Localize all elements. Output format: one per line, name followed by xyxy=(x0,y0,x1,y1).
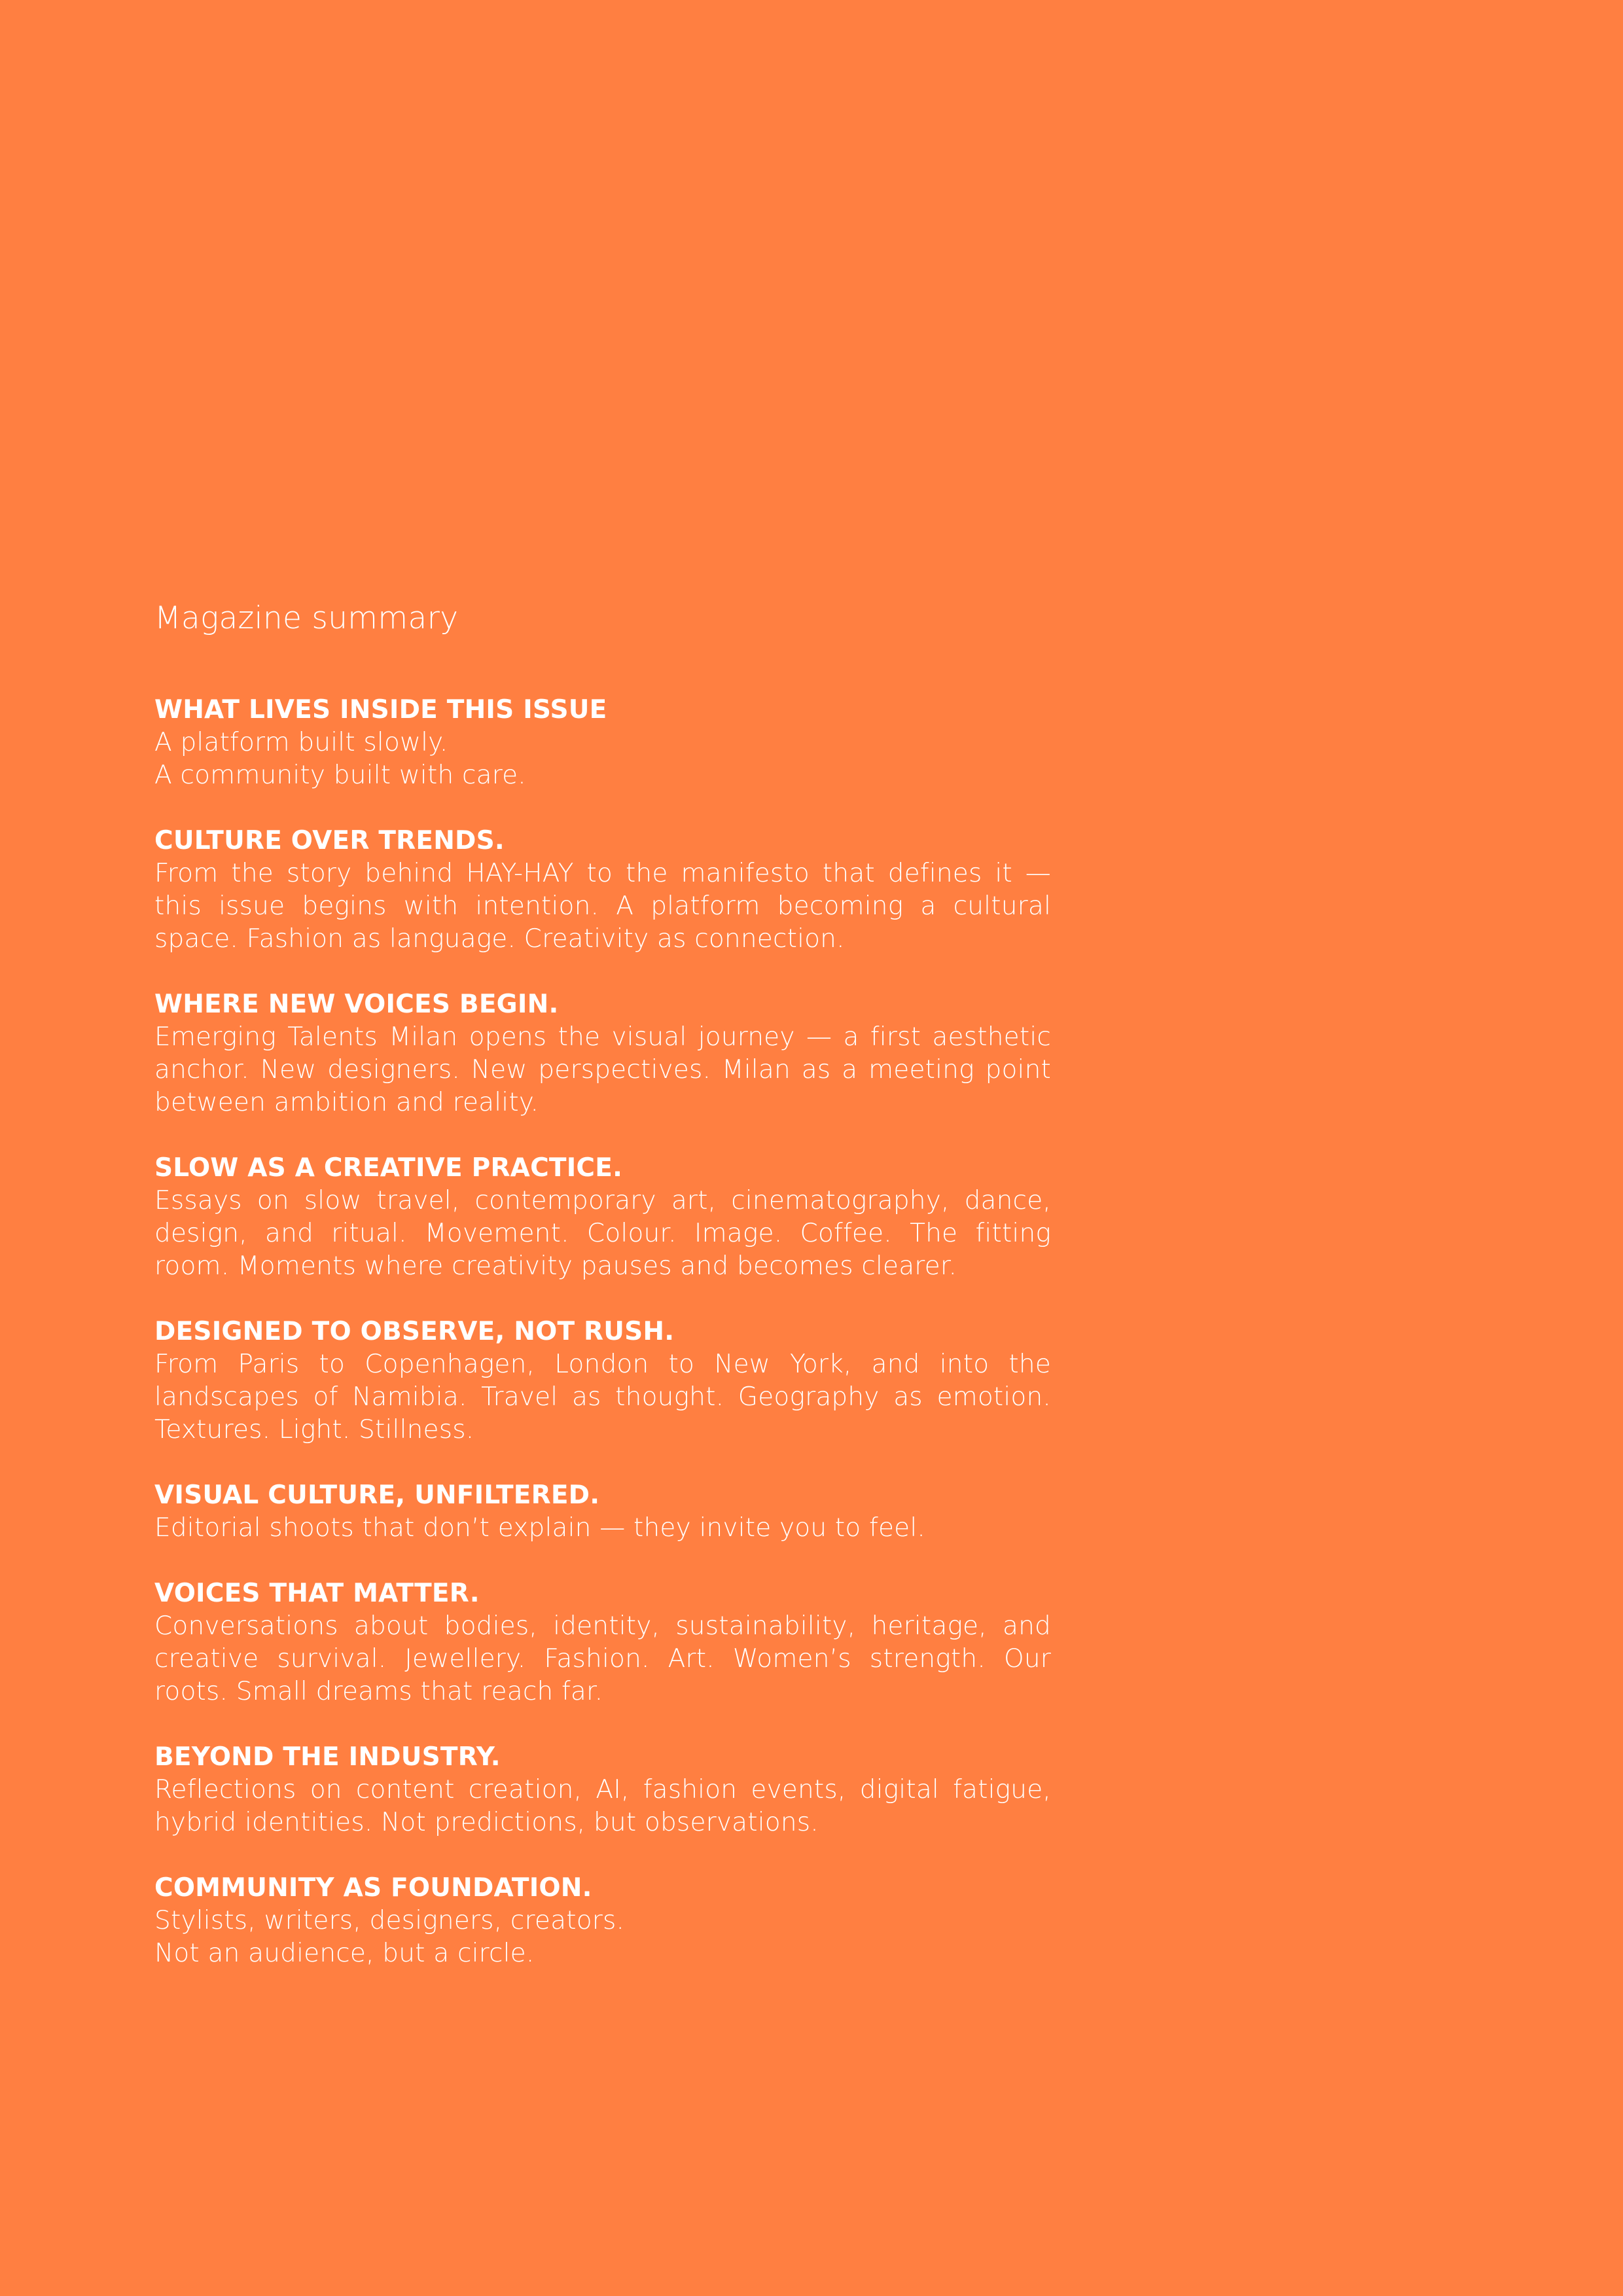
body-line: A platform built slowly. xyxy=(154,728,448,757)
section-body: Emerging Talents Milan opens the visual journey — a first aesthetic anchor. New designers. New perspectives. Milan as a meeting point between ambition and reality. xyxy=(154,1022,1051,1117)
section-heading: SLOW AS A CREATIVE PRACTICE. xyxy=(154,1153,623,1183)
section-where-new-voices-begin xyxy=(154,988,1051,1119)
section-body: Essays on slow travel, contemporary art, cinematography, dance, design, and ritual. Movement. Colour. Image. Coffee. The fitting room. Moments where creativity pauses and becomes clearer. xyxy=(154,1186,1051,1281)
page-title: Magazine summary xyxy=(154,600,459,636)
body-line: Stylists, writers, designers, creators. xyxy=(154,1906,625,1935)
section-body xyxy=(154,1905,1051,1970)
section-slow-as-creative-practice xyxy=(154,1152,1051,1283)
section-heading: CULTURE OVER TRENDS. xyxy=(154,826,505,855)
section-heading: COMMUNITY AS FOUNDATION. xyxy=(154,1873,592,1903)
section-body: From the story behind HAY-HAY to the manifesto that defines it — this issue begins with intention. A platform becoming a cultural space. Fashion as language. Creativity as connection. xyxy=(154,859,1051,954)
section-what-lives-inside xyxy=(154,694,1051,792)
body-line: A community built with care. xyxy=(154,761,526,790)
section-beyond-the-industry xyxy=(154,1741,1051,1839)
section-heading: VISUAL CULTURE, UNFILTERED. xyxy=(154,1480,600,1510)
section-heading: BEYOND THE INDUSTRY. xyxy=(154,1742,501,1772)
section-body: Conversations about bodies, identity, sustainability, heritage, and creative survival. Jewellery. Fashion. Art. Women’s strength. Our roots. Small dreams that reach far. xyxy=(154,1611,1051,1706)
section-heading: DESIGNED TO OBSERVE, NOT RUSH. xyxy=(154,1317,675,1346)
section-heading: VOICES THAT MATTER. xyxy=(154,1579,480,1608)
section-voices-that-matter xyxy=(154,1577,1051,1708)
section-heading: WHAT LIVES INSIDE THIS ISSUE xyxy=(154,695,607,725)
section-body: Editorial shoots that don’t explain — they invite you to feel. xyxy=(154,1513,925,1543)
section-body: From Paris to Copenhagen, London to New York, and into the landscapes of Namibia. Travel as thought. Geography as emotion. Textures. Light. Stillness. xyxy=(154,1350,1051,1444)
section-visual-culture-unfiltered xyxy=(154,1479,1051,1545)
magazine-summary-page xyxy=(154,596,1051,2003)
body-line: Not an audience, but a circle. xyxy=(154,1939,535,1968)
section-heading: WHERE NEW VOICES BEGIN. xyxy=(154,990,559,1019)
section-body: Reflections on content creation, AI, fashion events, digital fatigue, hybrid identities. Not predictions, but observations. xyxy=(154,1775,1051,1837)
section-culture-over-trends xyxy=(154,825,1051,956)
section-body xyxy=(154,726,1051,792)
section-community-as-foundation xyxy=(154,1872,1051,1970)
section-designed-to-observe xyxy=(154,1316,1051,1446)
